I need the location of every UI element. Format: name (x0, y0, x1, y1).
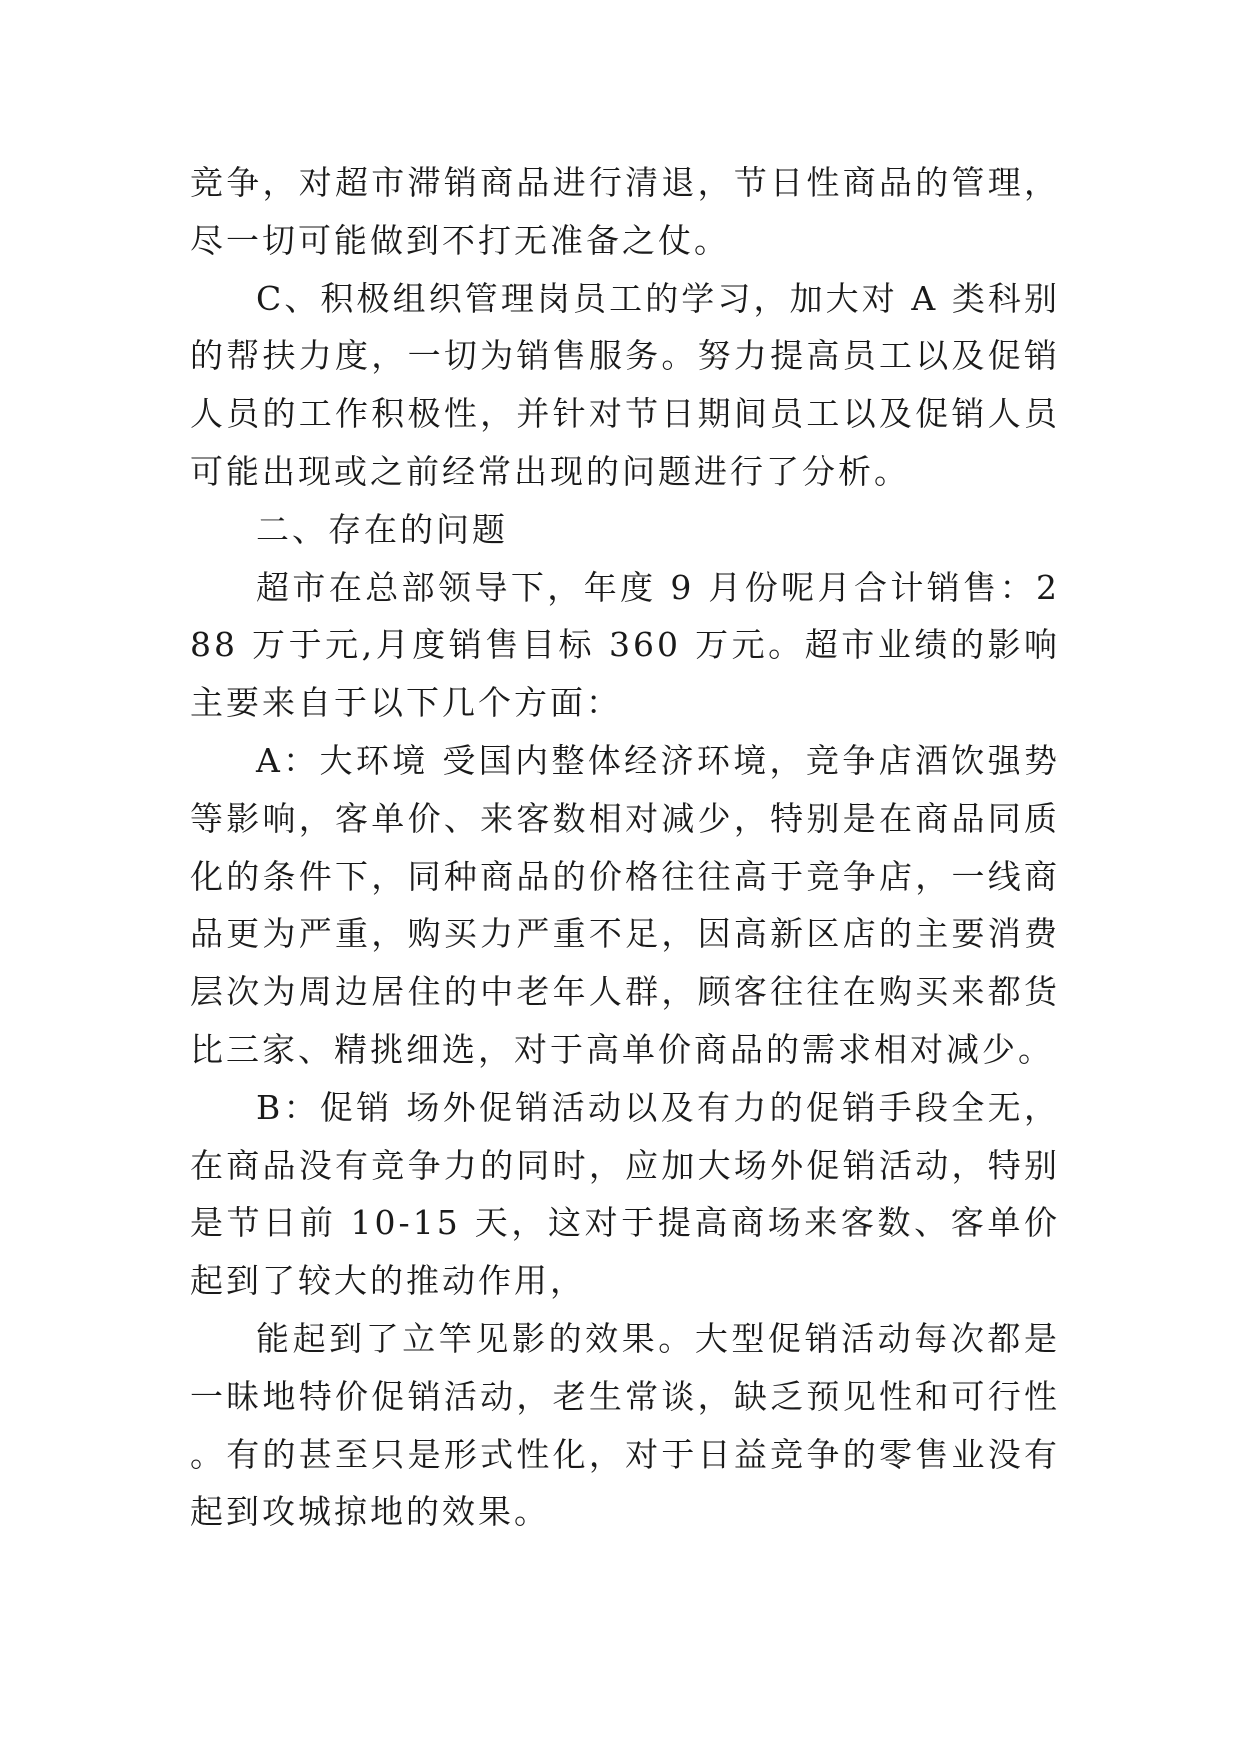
document-body (190, 154, 1060, 1541)
paragraph-promotion-effect: 能起到了立竿见影的效果。大型促销活动每次都是一昧地特价促销活动，老生常谈，缺乏预见性和可行性。有的甚至只是形式性化，对于日益竞争的零售业没有起到攻城掠地的效果。 (190, 1318, 1060, 1532)
paragraph-item-a: A：大环境 受国内整体经济环境，竞争店酒饮强势等影响，客单价、来客数相对减少，特别是在商品同质化的条件下，同种商品的价格往往高于竞争店，一线商品更为严重，购买力严重不足，因高新区店的主要消费层次为周边居住的中老年人群，顾客往往在购买来都货比三家、精挑细选，对于高单价商品的需求相对减少。 (190, 740, 1060, 1069)
paragraph-item-c: C、积极组织管理岗员工的学习，加大对 A 类科别的帮扶力度，一切为销售服务。努力提高员工以及促销人员的工作积极性，并针对节日期间员工以及促销人员可能出现或之前经常出现的问题进行了分析。 (190, 278, 1060, 491)
paragraph-sales-summary: 超市在总部领导下，年度 9 月份呢月合计销售：288 万于元,月度销售目标 360 万元。超市业绩的影响主要来自于以下几个方面： (190, 567, 1060, 723)
paragraph-item-b: B：促销 场外促销活动以及有力的促销手段全无，在商品没有竞争力的同时，应加大场外促销活动，特别是节日前 10-15 天，这对于提高商场来客数、客单价起到了较大的推动作用， (190, 1087, 1060, 1301)
section-heading-problems: 二、存在的问题 (256, 509, 508, 549)
paragraph-continuation: 竞争，对超市滞销商品进行清退，节日性商品的管理，尽一切可能做到不打无准备之仗。 (190, 163, 1060, 260)
